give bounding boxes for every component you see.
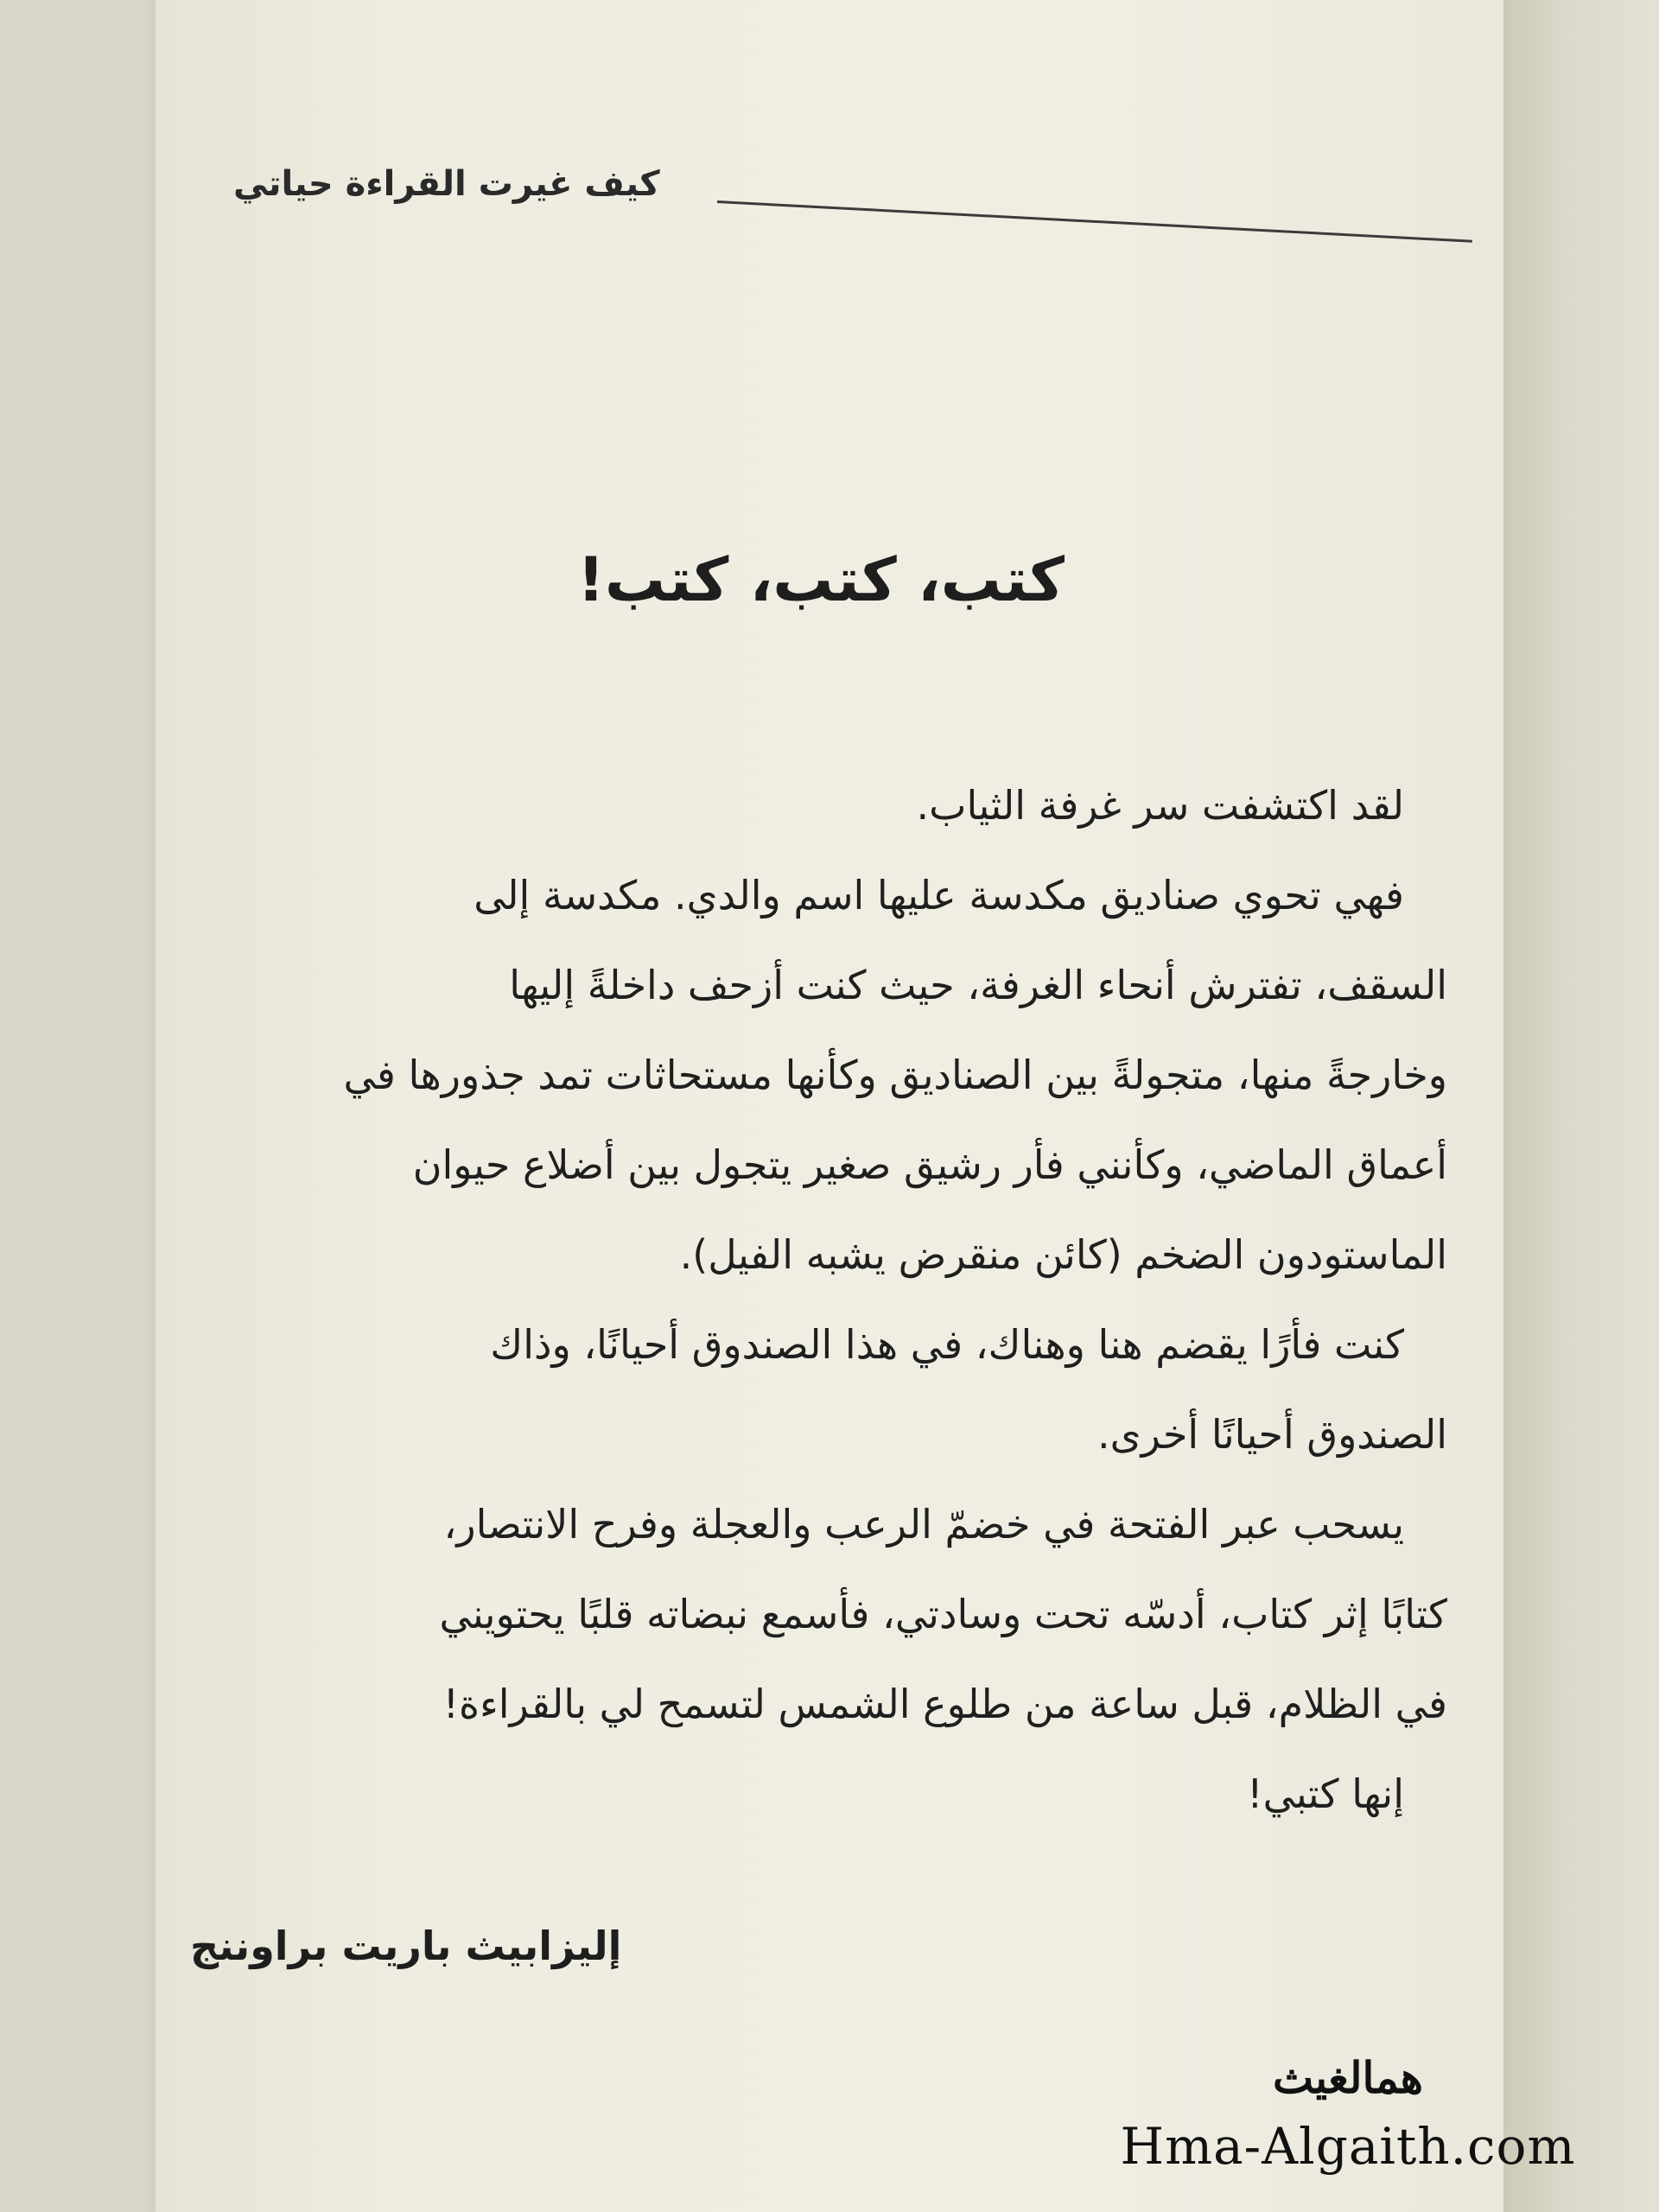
watermark-arabic: همالغيث: [1272, 2052, 1424, 2103]
page-edge: [1503, 0, 1659, 2212]
body-line: إنها كتبي!: [1247, 1770, 1404, 1817]
body-line: لقد اكتشفت سر غرفة الثياب.: [916, 782, 1404, 829]
body-line: كنت فأرًا يقضم هنا وهناك، في هذا الصندوق أحيانًا، وذاك: [490, 1321, 1404, 1368]
watermark-url: Hma-Algaith.com: [1120, 2117, 1576, 2176]
body-line: في الظلام، قبل ساعة من طلوع الشمس لتسمح لي بالقراءة!: [442, 1681, 1447, 1727]
body-line: الصندوق أحيانًا أخرى.: [1096, 1411, 1447, 1458]
body-line: فهي تحوي صناديق مكدسة عليها اسم والدي. مكدسة إلى: [474, 872, 1404, 918]
body-line: كتابًا إثر كتاب، أدسّه تحت وسادتي، فأسمع نبضاته قلبًا يحتويني: [439, 1591, 1447, 1637]
body-text: [203, 760, 1447, 1839]
author-name: إليزابيث باريت براوننج: [190, 1923, 622, 1969]
running-header-title: كيف غيرت القراءة حياتي: [233, 164, 660, 204]
chapter-title: كتب، كتب، كتب!: [577, 544, 1065, 615]
body-line: وخارجةً منها، متجولةً بين الصناديق وكأنها مستحاثات تمد جذورها في: [343, 1052, 1447, 1098]
body-line: أعماق الماضي، وكأنني فأر رشيق صغير يتجول بين أضلاع حيوان: [412, 1141, 1447, 1188]
body-line: الماستودون الضخم (كائن منقرض يشبه الفيل).: [679, 1231, 1447, 1278]
body-line: السقف، تفترش أنحاء الغرفة، حيث كنت أزحف داخلةً إليها: [509, 962, 1447, 1008]
body-line: يسحب عبر الفتحة في خضمّ الرعب والعجلة وفرح الانتصار،: [443, 1501, 1404, 1548]
